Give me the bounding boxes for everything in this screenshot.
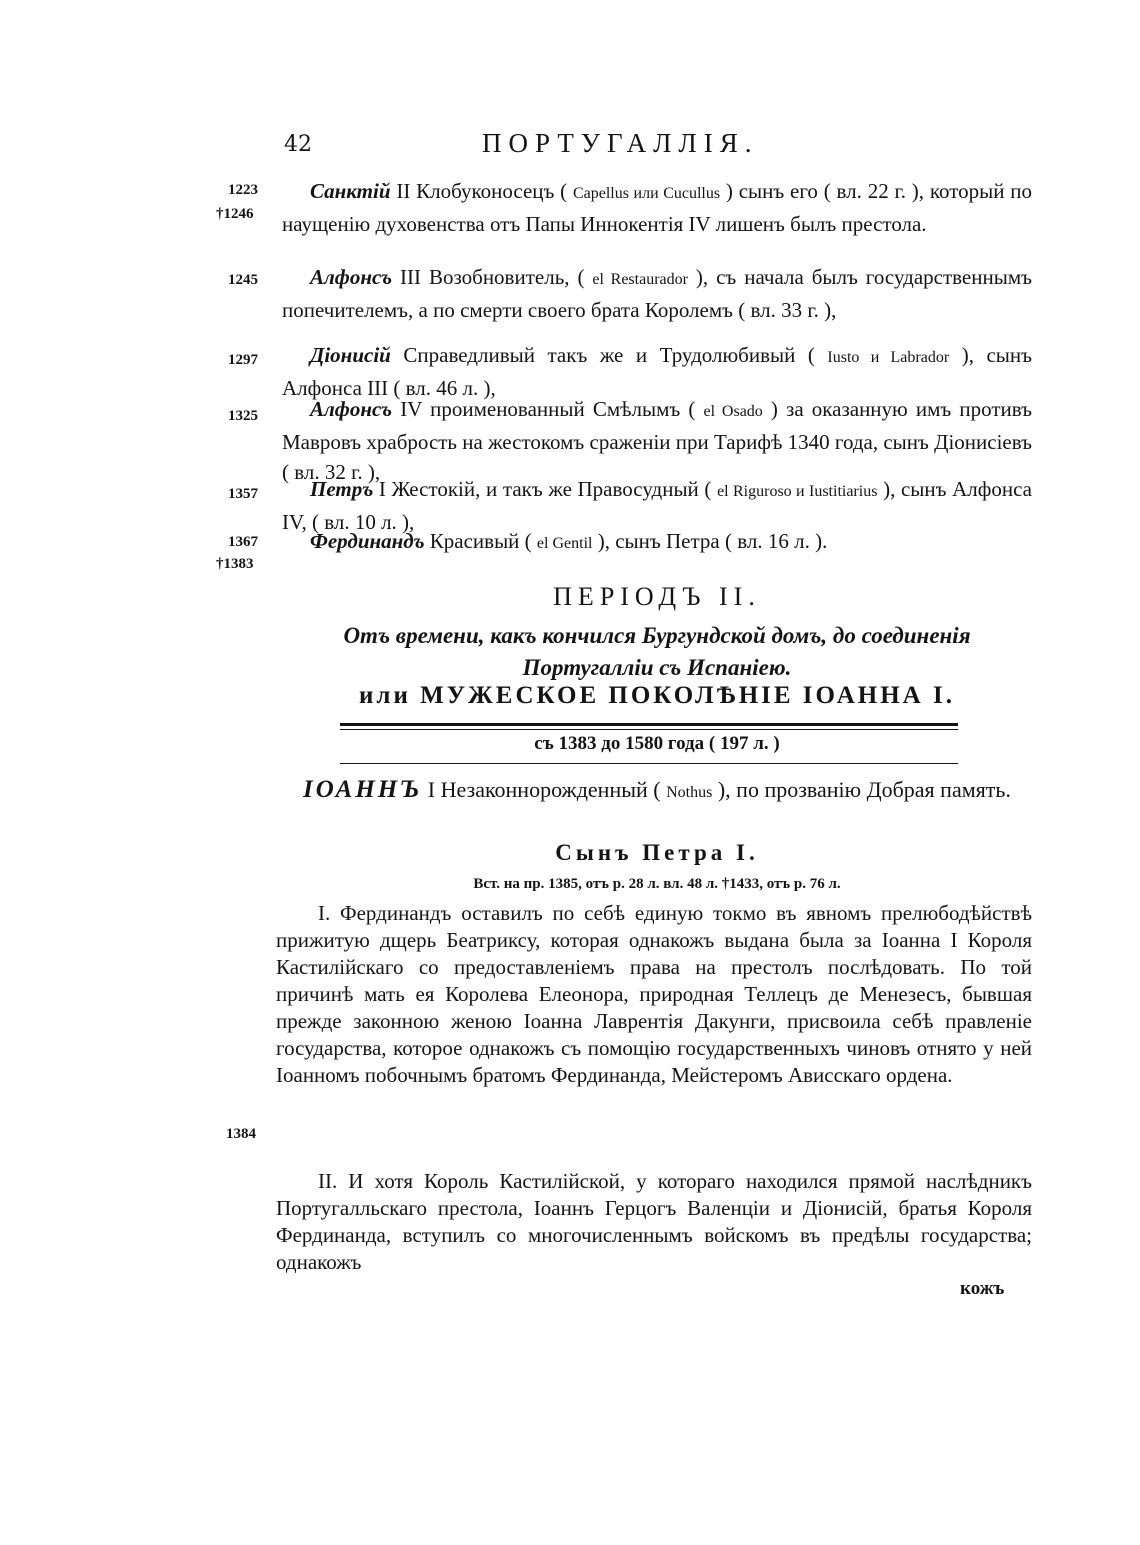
margin-year: 1367: [228, 534, 258, 550]
divider-rule: [340, 729, 958, 730]
ruler-name: Фердинандъ: [310, 529, 425, 553]
latin-epithet: el Riguroso и Iustitiarius: [717, 483, 878, 500]
period-title: ПЕРІОДЪ II.: [553, 582, 761, 611]
ruler-name: Санктій: [310, 179, 391, 203]
paragraph-2: II. И хотя Король Кастилійской, у котораго находился прямой наслѣдникъ Португалльскаго престола, Іоаннъ Герцогъ Валенціи и Діонисій, братья Короля Фердинанда, вступилъ со многочисленнымъ войскомъ въ предѣлы государства; однакожъ: [276, 1169, 1032, 1274]
margin-year: †1246: [216, 206, 254, 222]
margin-year: †1383: [216, 556, 254, 572]
running-title: ПОРТУГАЛЛІЯ.: [482, 128, 759, 158]
latin-epithet: el Gentil: [536, 535, 593, 552]
margin-year: 1297: [228, 352, 258, 368]
ruler-text: ) за оказанную имъ противъ Мавровъ храбрость на жестокомъ сраженіи при Тарифѣ 1340 года, сынъ Діонисіевъ ( вл. 32 г. ),: [282, 397, 1032, 484]
margin-year: 1357: [228, 486, 258, 502]
ruler-text: ) сынъ его ( вл. 22 г. ), который по наущенію духовенства отъ Папы Иннокентія IV лишенъ былъ престола.: [282, 179, 1032, 236]
ruler-entry: [282, 262, 1032, 325]
ruler-name: Діонисій: [310, 343, 391, 367]
ruler-name: Петръ: [310, 477, 374, 501]
divider-rule: [340, 763, 958, 764]
margin-year: 1384: [226, 1126, 256, 1142]
latin-epithet: Capellus или Cucullus: [572, 185, 721, 202]
margin-year: 1245: [228, 272, 258, 288]
ruler-text: ), сынъ Петра ( вл. 16 л. ).: [592, 529, 828, 553]
king-title-text: I Незаконнорожденный (: [422, 777, 667, 802]
ruler-entry: [282, 526, 1032, 559]
date-span: съ 1383 до 1580 года ( 197 л. ): [534, 733, 780, 754]
dynasty-heading: или МУЖЕСКОЕ ПОКОЛѢНІЕ ІОАННА I.: [359, 682, 955, 709]
ruler-text: IV проименованный Смѣлымъ (: [392, 397, 704, 421]
latin-epithet: Iusto и Labrador: [827, 349, 950, 366]
ruler-text: I Жестокій, и такъ же Правосудный (: [373, 477, 718, 501]
page-number: 42: [284, 132, 312, 157]
king-heading: [282, 776, 1032, 807]
king-parentage: Сынъ Петра I.: [555, 840, 759, 865]
page-header: [282, 128, 1042, 168]
period-subtitle: Отъ времени, какъ кончился Бургундской домъ, до соединенія Португалліи съ Испаніею.: [343, 623, 971, 680]
latin-epithet: el Osado: [703, 403, 763, 420]
latin-epithet: Nothus: [666, 784, 713, 801]
latin-epithet: el Restaurador: [592, 271, 688, 288]
margin-year: 1223: [228, 182, 258, 198]
catchword: кожъ: [960, 1278, 1005, 1299]
ruler-text: ), сынъ Алфонса III ( вл. 46 л. ),: [282, 343, 1032, 400]
ruler-text: ), сынъ Алфонса IV, ( вл. 10 л. ),: [282, 477, 1032, 534]
ruler-entry: [282, 176, 1032, 239]
ruler-name: Алфонсъ: [310, 265, 393, 289]
ruler-text: Справедливый такъ же и Трудолюбивый (: [390, 343, 828, 367]
divider-rule: [340, 723, 958, 726]
ruler-text: Красивый (: [424, 529, 537, 553]
ruler-text: ), съ начала былъ государственнымъ попечителемъ, а по смерти своего брата Королемъ ( вл. 33 г. ),: [282, 265, 1032, 322]
reign-line: Вст. на пр. 1385, отъ р. 28 л. вл. 48 л. †1433, отъ р. 76 л.: [473, 876, 841, 892]
ruler-text: III Возобновитель, (: [392, 265, 593, 289]
king-title-text: ), по прозванію Добрая память.: [712, 777, 1011, 802]
paragraph-1: I. Фердинандъ оставилъ по себѣ единую токмо въ явномъ прелюбодѣйствѣ прижитую дщерь Беатриксу, которая однакожъ выдана была за Іоанна I Короля Кастилійскаго со предоставленіемъ права на престолъ послѣдовать. По той причинѣ мать ея Королева Елеонора, природная Теллецъ де Менезесъ, бывшая прежде законною женою Іоанна Лаврентія Дакунги, присвоила себѣ правленіе государства, которое однакожъ съ помощію государственныхъ чиновъ отнято у ней Іоанномъ побочнымъ братомъ Фердинанда, Мейстеромъ Ависскаго ордена.: [276, 901, 1032, 1087]
ruler-text: II Клобуконосецъ (: [390, 179, 573, 203]
ruler-name: Алфонсъ: [310, 397, 393, 421]
king-name: ІОАННЪ: [303, 776, 423, 803]
margin-year: 1325: [228, 408, 258, 424]
